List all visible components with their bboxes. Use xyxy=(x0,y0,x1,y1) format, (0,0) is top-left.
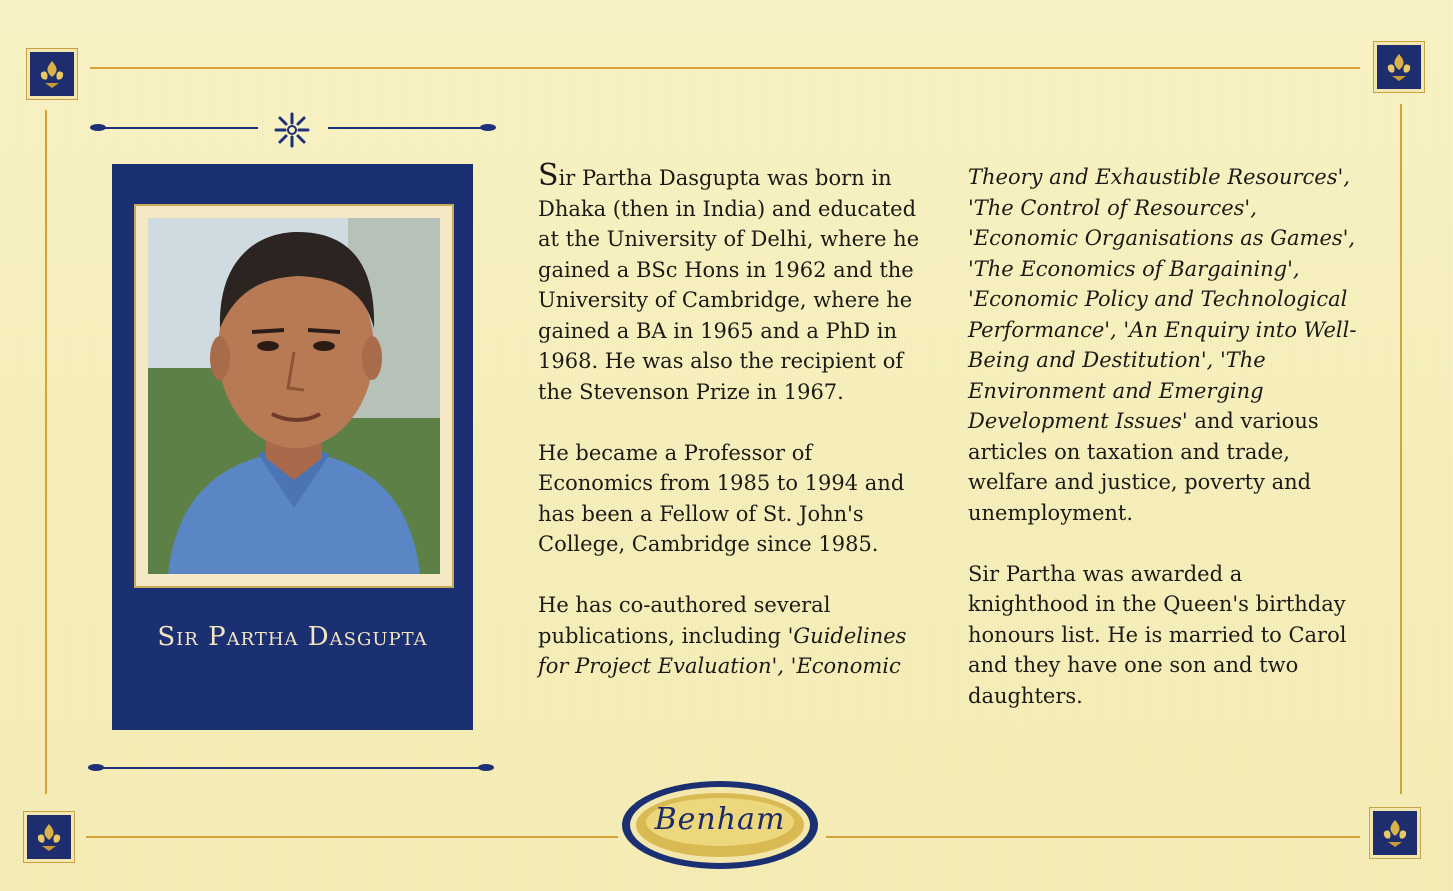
portrait-panel xyxy=(112,164,473,730)
portrait-photo xyxy=(148,218,440,574)
top-flourish-line-left xyxy=(100,127,258,129)
logo-text: Benham xyxy=(654,802,786,837)
bottom-frame-line-left xyxy=(86,836,618,838)
bio-paragraph-3-continued xyxy=(968,162,1368,528)
corner-ornament-top-right xyxy=(1374,42,1424,92)
benham-logo xyxy=(620,778,820,872)
bio-paragraph-3-lead-part: He has co-authored several publications, including xyxy=(538,593,831,648)
flourish-dot xyxy=(480,124,496,131)
flourish-dot xyxy=(88,764,104,771)
bio-paragraph-1-text: ir Partha Dasgupta was born in Dhaka (then in India) and educated at the University of Delhi, where he gained a BSc Hons in 1962 and the University of Cambridge, where he gained a BA in 1965 and a PhD in 1968. He was also the recipient of the Stevenson Prize in 1967. xyxy=(538,166,920,404)
top-flourish-line-right xyxy=(328,127,486,129)
bottom-flourish-line xyxy=(100,767,484,769)
flourish-dot xyxy=(90,124,106,131)
drop-cap: S xyxy=(538,158,559,193)
corner-ornament-bottom-left xyxy=(24,812,74,862)
left-frame-line xyxy=(45,110,47,794)
star-ornament-icon xyxy=(270,110,314,150)
bio-paragraph-3-tail-part: and various articles on taxation and trade, welfare and justice, poverty and unemployment. xyxy=(968,409,1319,525)
publication-titles-part: 'Guidelines for Project Evaluation', 'Economic xyxy=(538,623,907,678)
corner-ornament-top-left xyxy=(27,49,77,99)
bio-paragraph-4: Sir Partha was awarded a knighthood in the Queen's birthday honours list. He is married to Carol and they have one son and two daughters. xyxy=(968,561,1347,708)
biography-column-right xyxy=(968,162,1368,742)
bio-paragraph-1 xyxy=(538,158,928,407)
right-frame-line xyxy=(1400,104,1402,794)
corner-ornament-bottom-right xyxy=(1370,808,1420,858)
fleur-icon xyxy=(32,820,66,854)
fleur-icon xyxy=(35,57,69,91)
top-frame-line xyxy=(90,67,1360,69)
biography-column-left xyxy=(538,158,928,712)
bottom-frame-line-right xyxy=(826,836,1360,838)
publication-titles-part: Theory and Exhaustible Resources', 'The Control of Resources', 'Economic Organisations as Games', 'The Economics of Bargaining', 'Economic Policy and Technological Performance', 'An Enquiry into Well-Being and Destitution', 'The Environment and Emerging Development Issues' xyxy=(968,165,1357,433)
photo-frame xyxy=(134,204,454,588)
fleur-icon xyxy=(1378,816,1412,850)
flourish-dot xyxy=(478,764,494,771)
portrait-illustration xyxy=(148,218,440,574)
bio-paragraph-2: He became a Professor of Economics from 1985 to 1994 and has been a Fellow of St. John's College, Cambridge since 1985. xyxy=(538,440,905,556)
bio-paragraph-3 xyxy=(538,590,928,682)
portrait-name-caption: Sir Partha Dasgupta xyxy=(157,622,428,652)
fleur-icon xyxy=(1382,50,1416,84)
